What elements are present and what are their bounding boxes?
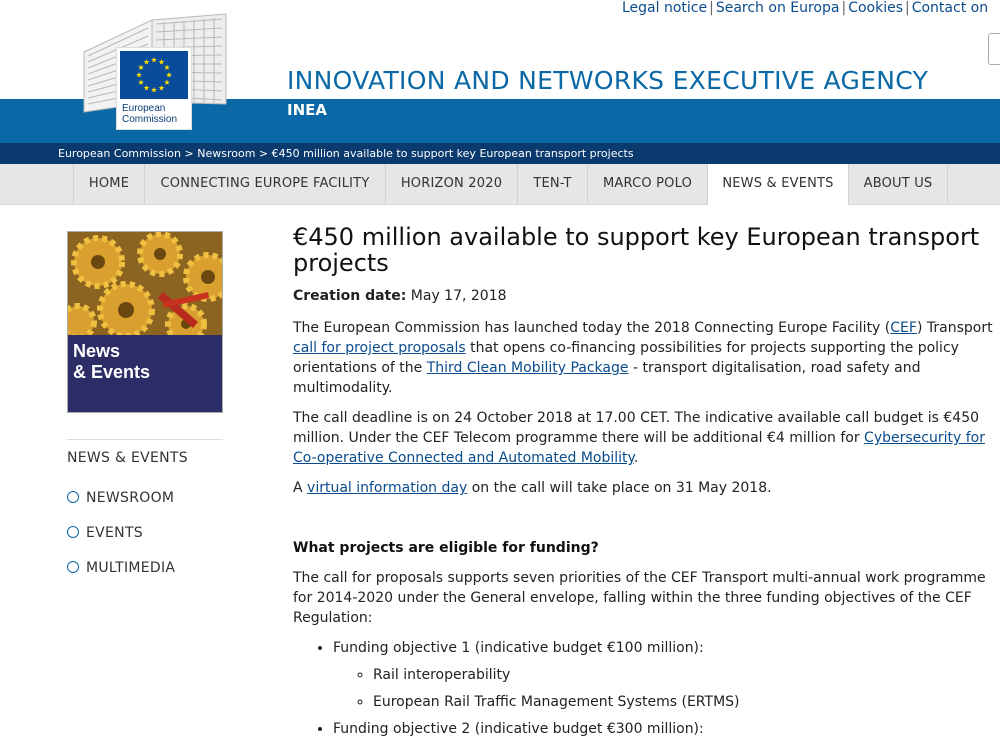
list-item: • Funding objective 2 (indicative budget €300 million): xyxy=(333,719,1000,739)
text: that opens co-financing possibilities for projects supporting the policy orientations of the xyxy=(293,340,959,376)
creation-date xyxy=(293,286,1000,306)
creation-date-label: Creation date: xyxy=(293,288,407,304)
nav-spacer xyxy=(947,164,1000,204)
sidebar-item-newsroom[interactable] xyxy=(67,490,174,506)
circle-bullet-icon xyxy=(67,491,79,503)
sidebar-item-label: EVENTS xyxy=(86,525,143,541)
paragraph-deadline xyxy=(293,408,1000,468)
breadcrumb-separator: > xyxy=(184,147,198,160)
search-on-europa-link[interactable]: Search on Europa xyxy=(715,0,840,16)
divider xyxy=(67,439,223,440)
text: - transport digitalisation, road safety and multimodality. xyxy=(293,360,921,396)
eligibility-heading: What projects are eligible for funding? xyxy=(293,540,599,556)
funding-objective-1: Funding objective 1 (indicative budget €100 million): xyxy=(333,640,704,656)
cookies-link[interactable]: Cookies xyxy=(848,0,903,16)
article xyxy=(293,224,1000,739)
sidebar-item-label: NEWSROOM xyxy=(86,490,175,506)
sidebar-item-label: MULTIMEDIA xyxy=(86,560,176,576)
nav-about-us[interactable]: ABOUT US xyxy=(848,164,947,204)
virtual-info-day-link[interactable]: virtual information day xyxy=(307,480,468,496)
contact-link[interactable]: Contact on xyxy=(911,0,989,16)
agency-title: INNOVATION AND NETWORKS EXECUTIVE AGENCY xyxy=(287,66,929,95)
paragraph-info-day xyxy=(293,478,1000,498)
text: The call deadline is on 24 October 2018 at 17.00 CET. The indicative available call budget is €450 million. Under the CEF Telecom programme there will be additional €4 million for xyxy=(293,410,980,446)
nav-news-events[interactable]: NEWS & EVENTS xyxy=(707,164,848,205)
list-item xyxy=(333,638,1000,712)
text: . xyxy=(633,450,639,466)
text: A xyxy=(293,480,308,496)
text: on the call will take place on 31 May 2018. xyxy=(467,480,772,496)
nav-ten-t[interactable]: TEN-T xyxy=(517,164,587,204)
agency-acronym: INEA xyxy=(287,101,327,119)
european-commission-logo[interactable] xyxy=(116,47,192,130)
text: ) Transport xyxy=(916,320,993,336)
nav-marco-polo[interactable]: MARCO POLO xyxy=(587,164,707,204)
paragraph-intro xyxy=(293,318,1000,398)
breadcrumb-european-commission[interactable]: European Commission xyxy=(58,147,182,160)
call-for-proposals-link[interactable]: call for project proposals xyxy=(293,340,466,356)
paragraph-priorities: The call for proposals supports seven priorities of the CEF Transport multi-annual work programme for 2014-2020 under the General envelope, falling within the three funding objectives of the CEF Regulation: xyxy=(293,570,986,626)
card-label xyxy=(68,335,222,412)
top-links xyxy=(622,0,988,18)
article-title: €450 million available to support key European transport projects xyxy=(293,223,980,277)
circle-bullet-icon xyxy=(67,526,79,538)
sidebar-item-events[interactable] xyxy=(67,525,143,541)
separator: | xyxy=(905,0,910,16)
cef-link[interactable]: CEF xyxy=(890,320,917,336)
gears-image xyxy=(68,232,222,335)
breadcrumb-current: €450 million available to support key European transport projects xyxy=(271,147,634,160)
nav-home[interactable]: HOME xyxy=(73,164,144,204)
cybersecurity-link[interactable]: Cybersecurity for Co-operative Connected and Automated Mobility xyxy=(293,430,985,466)
nav-horizon-2020[interactable]: HORIZON 2020 xyxy=(385,164,517,204)
sidebar-heading[interactable]: NEWS & EVENTS xyxy=(67,450,188,466)
breadcrumb-newsroom[interactable]: Newsroom xyxy=(197,147,256,160)
separator: | xyxy=(709,0,714,16)
news-events-card[interactable] xyxy=(67,231,223,413)
logo-text: European Commission xyxy=(122,103,178,125)
list-item: ◦ European Rail Traffic Management Systems (ERTMS) xyxy=(373,692,1000,712)
circle-bullet-icon xyxy=(67,561,79,573)
eu-flag-icon xyxy=(120,51,188,99)
main-nav xyxy=(0,164,1000,205)
search-input[interactable] xyxy=(988,33,1000,65)
text: The European Commission has launched today the 2018 Connecting Europe Facility ( xyxy=(293,320,891,336)
sub-list xyxy=(333,665,1000,712)
legal-notice-link[interactable]: Legal notice xyxy=(622,0,708,16)
funding-objectives-list xyxy=(293,638,1000,739)
separator: | xyxy=(841,0,847,16)
clean-mobility-package-link[interactable]: Third Clean Mobility Package xyxy=(426,360,629,376)
breadcrumb xyxy=(0,143,1000,164)
breadcrumb-separator: > xyxy=(258,147,272,160)
nav-connecting-europe-facility[interactable]: CONNECTING EUROPE FACILITY xyxy=(144,164,385,204)
sidebar-item-multimedia[interactable] xyxy=(67,560,175,576)
card-label-line1: News xyxy=(73,341,121,361)
creation-date-value: May 17, 2018 xyxy=(410,288,507,304)
list-item: ◦ Rail interoperability xyxy=(373,665,1000,685)
card-label-line2: & Events xyxy=(73,362,151,382)
